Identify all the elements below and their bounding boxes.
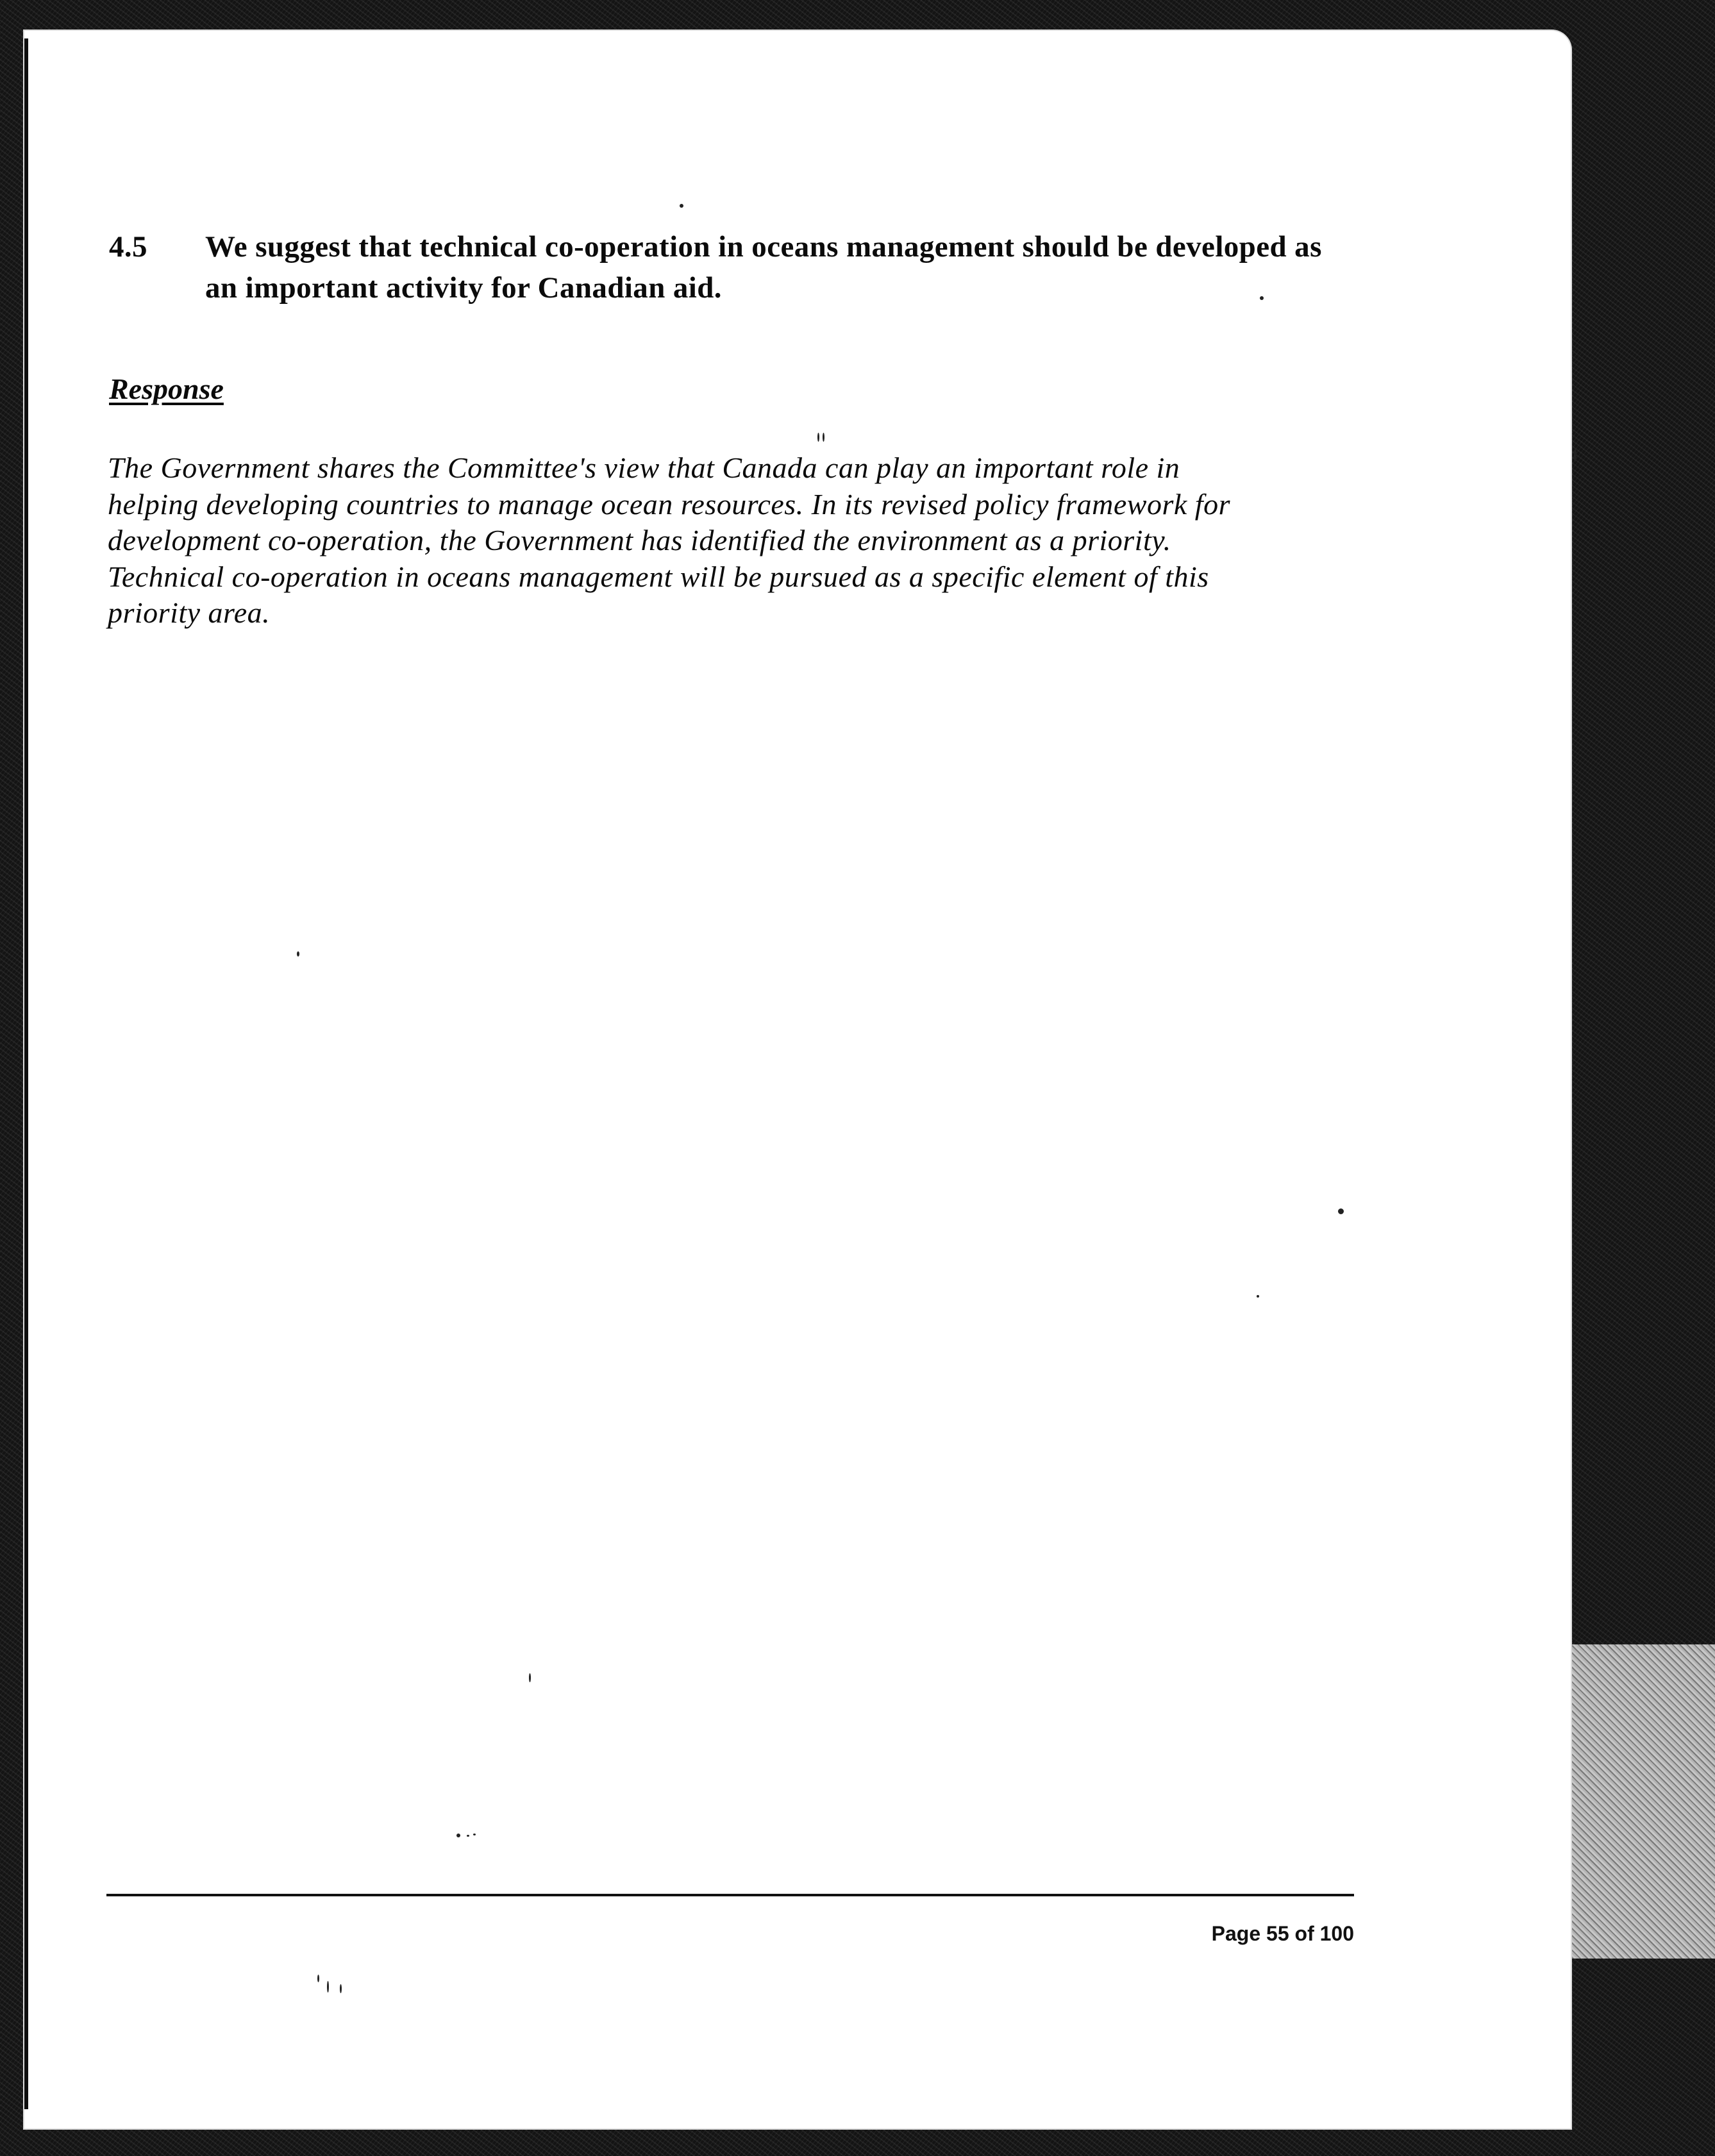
response-line: priority area. [108, 596, 271, 629]
scan-speck [317, 1975, 319, 1982]
scan-speck [467, 1835, 469, 1837]
page-number: Page 55 of 100 [1211, 1922, 1354, 1945]
scan-speck [473, 1834, 476, 1835]
scan-speck [1260, 296, 1264, 300]
response-heading: Response [109, 372, 224, 405]
scan-speck [680, 204, 683, 208]
response-line: Technical co-operation in oceans management will be pursued as a specific element of this [108, 560, 1209, 593]
scan-speck [1338, 1208, 1344, 1214]
recommendation-number: 4.5 [109, 230, 147, 263]
scan-speck [529, 1673, 531, 1682]
scan-speck [1257, 1295, 1259, 1298]
scan-speck [823, 433, 824, 442]
response-line: development co-operation, the Government has identified the environment as a priority. [108, 524, 1171, 556]
response-line: helping developing countries to manage ocean resources. In its revised policy framework for [108, 487, 1230, 521]
scan-speck [297, 951, 299, 957]
footer-divider [106, 1894, 1354, 1896]
recommendation-text: We suggest that technical co-operation in oceans management should be developed as an important activity for Canadian aid. [205, 230, 1322, 305]
response-line: The Government shares the Committee's view that Canada can play an important role in [108, 451, 1180, 484]
response-body [108, 450, 1351, 631]
scan-speck [1574, 449, 1577, 462]
scan-speck [340, 1984, 342, 1993]
scan-speck [817, 433, 819, 442]
scanner-noise-patch [1569, 1644, 1715, 1959]
scan-speck [456, 1834, 460, 1837]
page-binding-edge [24, 38, 28, 2109]
scan-speck [327, 1981, 329, 1993]
document-page [24, 31, 1571, 2128]
